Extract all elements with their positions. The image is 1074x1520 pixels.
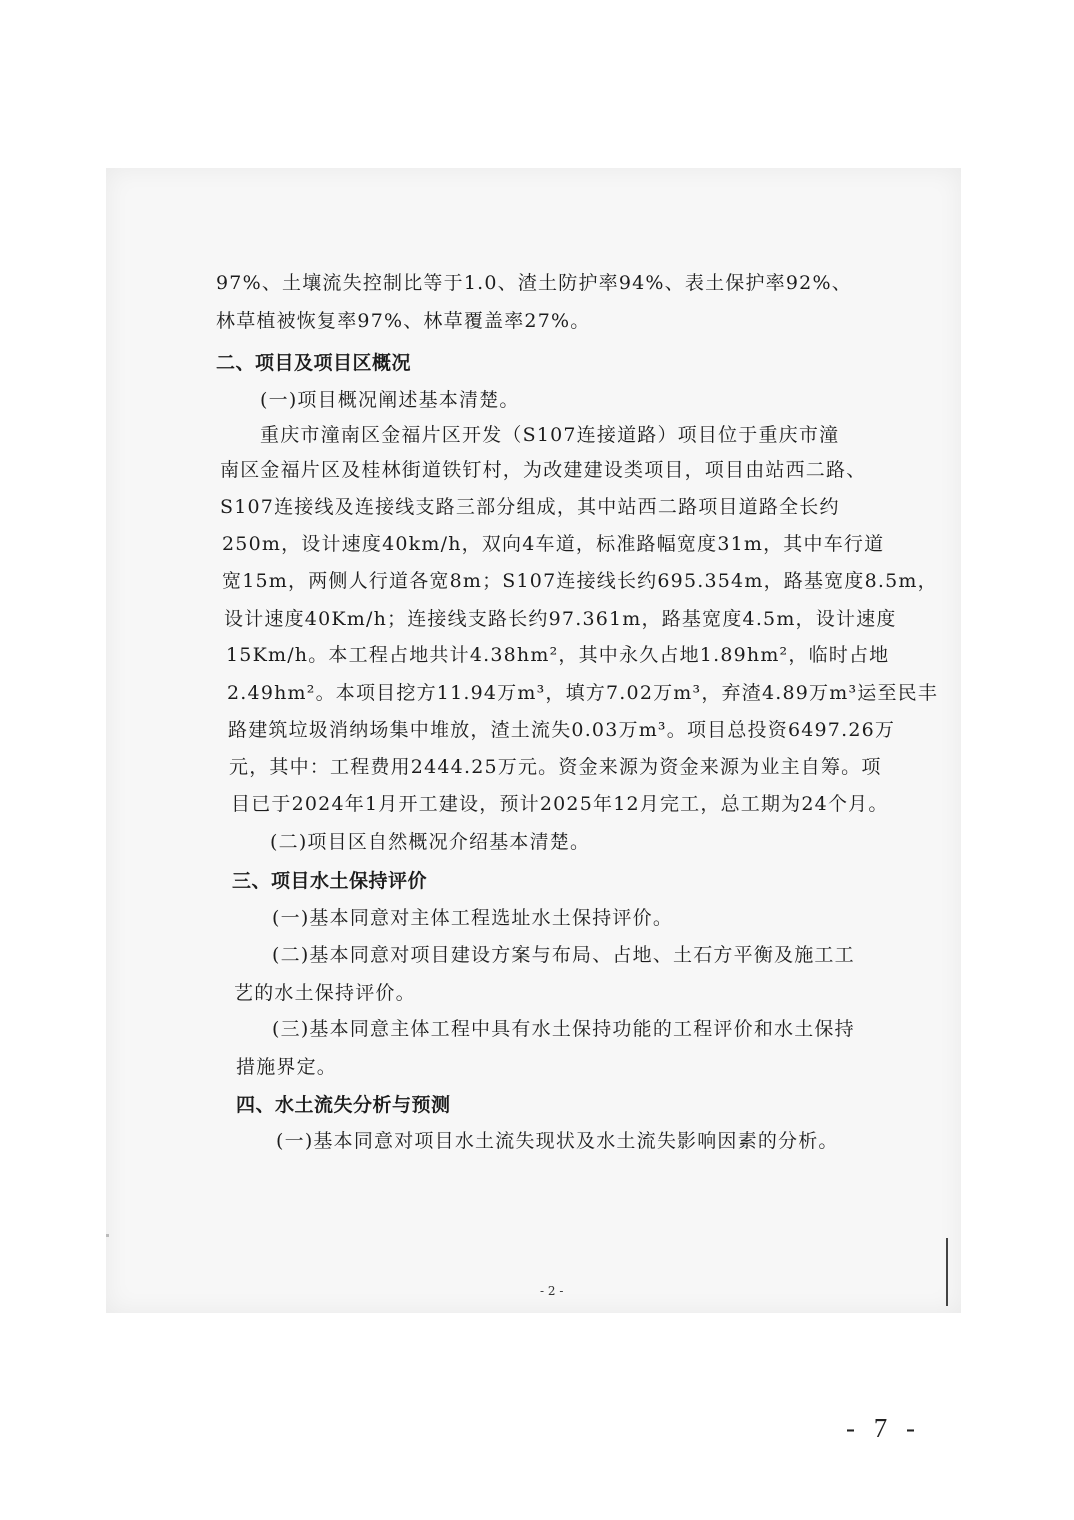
scan-edge-mark [946, 1238, 948, 1306]
body-line: 目已于2024年1月开工建设，预计2025年12月完工，总工期为24个月。 [231, 793, 889, 815]
body-line: 宽15m，两侧人行道各宽8m；S107连接线长约695.354m，路基宽度8.5m， [222, 570, 938, 592]
body-line: (一)项目概况阐述基本清楚。 [260, 389, 520, 411]
section-heading: 四、水土流失分析与预测 [236, 1094, 451, 1116]
body-line: 2.49hm²。本项目挖方11.94万m³，填方7.02万m³，弃渣4.89万m³运至民丰 [227, 682, 939, 704]
body-line: (一)基本同意对主体工程选址水土保持评价。 [272, 907, 674, 929]
body-line: 15Km/h。本工程占地共计4.38hm²，其中永久占地1.89hm²，临时占地 [226, 644, 890, 666]
body-line: 艺的水土保持评价。 [234, 982, 416, 1004]
body-line: 元，其中：工程费用2444.25万元。资金来源为资金来源为业主自筹。项 [229, 756, 882, 778]
body-line: (二)基本同意对项目建设方案与布局、占地、土石方平衡及施工工 [272, 944, 855, 966]
section-heading: 二、项目及项目区概况 [216, 352, 412, 374]
section-heading: 三、项目水土保持评价 [232, 870, 428, 892]
scan-speck [106, 1234, 109, 1237]
body-line: 设计速度40Km/h；连接线支路长约97.361m，路基宽度4.5m，设计速度 [224, 608, 897, 630]
body-line: 97%、土壤流失控制比等于1.0、渣土防护率94%、表土保护率92%、 [216, 272, 852, 294]
body-line: 250m，设计速度40km/h，双向4车道，标准路幅宽度31m，其中车行道 [222, 533, 885, 555]
outer-page-number: - 7 - [846, 1413, 921, 1443]
body-line: (三)基本同意主体工程中具有水土保持功能的工程评价和水土保持 [272, 1018, 855, 1040]
body-line: (二)项目区自然概况介绍基本清楚。 [270, 831, 591, 853]
body-line: 南区金福片区及桂林街道铁钉村，为改建建设类项目，项目由站西二路、 [220, 459, 867, 481]
body-line: S107连接线及连接线支路三部分组成，其中站西二路项目道路全长约 [220, 496, 840, 518]
body-line: 措施界定。 [236, 1056, 338, 1078]
body-line: 路建筑垃圾消纳场集中堆放，渣土流失0.03万m³。项目总投资6497.26万 [228, 719, 896, 741]
body-line: 林草植被恢复率97%、林草覆盖率27%。 [216, 310, 591, 332]
body-line: (一)基本同意对项目水土流失现状及水土流失影响因素的分析。 [276, 1130, 839, 1152]
body-line: 重庆市潼南区金福片区开发（S107连接道路）项目位于重庆市潼 [260, 424, 840, 446]
inner-page-number: - 2 - [540, 1284, 564, 1298]
